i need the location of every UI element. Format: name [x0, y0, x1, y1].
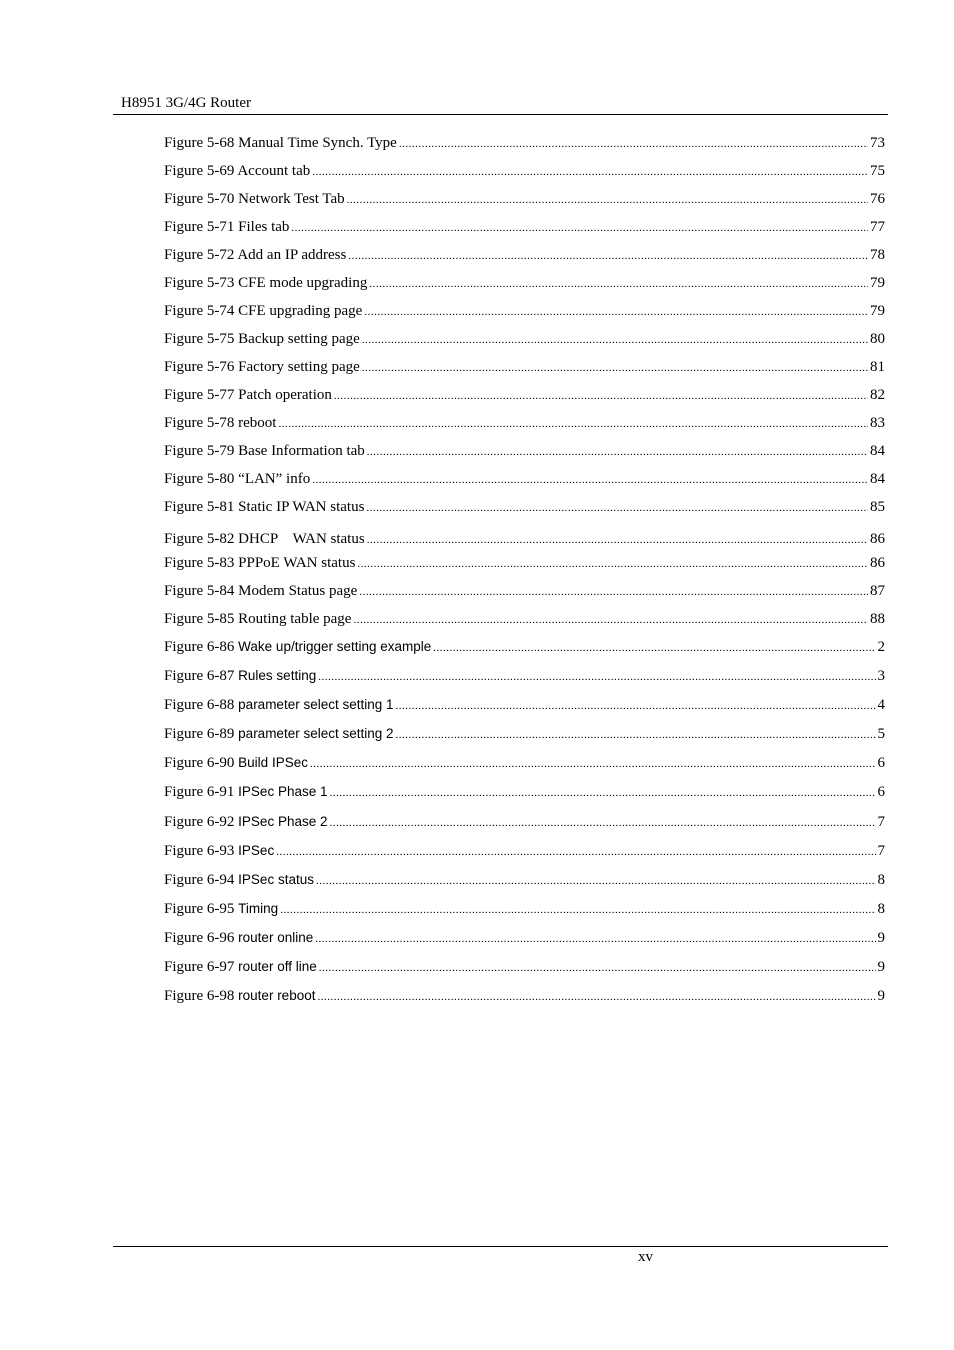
toc-leader	[318, 668, 875, 685]
toc-entry-page: 80	[870, 331, 885, 347]
toc-entry-page: 8	[877, 900, 885, 917]
toc-entry-page: 84	[870, 471, 885, 487]
toc-entry-prefix: Figure 6-86	[164, 639, 239, 655]
toc-entry[interactable]	[164, 872, 885, 901]
toc-leader	[367, 443, 868, 460]
footer-divider	[113, 1246, 888, 1247]
toc-leader	[369, 275, 868, 292]
toc-entry-prefix: Figure 6-97	[164, 959, 239, 976]
toc-entry-page: 3	[877, 668, 885, 685]
toc-leader	[334, 387, 868, 404]
toc-entry-label	[164, 988, 315, 1005]
toc-entry[interactable]	[164, 814, 885, 843]
toc-entry-page: 83	[870, 415, 885, 431]
toc-entry[interactable]	[164, 247, 885, 275]
toc-entry-page: 82	[870, 387, 885, 403]
toc-entry-label	[164, 930, 313, 947]
toc-entry-label	[164, 726, 394, 743]
toc-leader	[396, 697, 876, 714]
toc-leader	[310, 755, 876, 772]
toc-entry-page: 88	[870, 611, 885, 627]
toc-leader	[317, 988, 875, 1005]
header-divider	[113, 114, 888, 115]
toc-entry[interactable]	[164, 331, 885, 359]
toc-entry[interactable]	[164, 555, 885, 583]
toc-entry-label	[164, 784, 327, 801]
toc-entry-caption: IPSec	[238, 842, 275, 858]
toc-entry-page: 6	[877, 784, 885, 801]
toc-entry-page: 76	[870, 191, 885, 207]
toc-entry-page: 78	[870, 247, 885, 263]
toc-entry-caption: IPSec status	[238, 871, 314, 887]
list-of-figures	[164, 135, 885, 1017]
toc-entry-prefix: Figure 6-98	[164, 988, 239, 1005]
toc-leader	[433, 639, 875, 656]
toc-entry[interactable]	[164, 527, 885, 555]
toc-entry[interactable]	[164, 843, 885, 872]
toc-entry-page: 8	[877, 871, 885, 888]
toc-entry[interactable]	[164, 275, 885, 303]
toc-entry[interactable]	[164, 163, 885, 191]
toc-entry-label: Figure 5-77 Patch operation	[164, 387, 332, 403]
toc-entry[interactable]	[164, 135, 885, 163]
toc-entry-page: 86	[870, 555, 885, 571]
toc-entry-page: 79	[870, 275, 885, 291]
toc-entry-page: 9	[877, 959, 885, 976]
toc-entry[interactable]	[164, 755, 885, 784]
toc-entry[interactable]	[164, 668, 885, 697]
toc-entry[interactable]	[164, 415, 885, 443]
toc-leader	[329, 784, 875, 801]
toc-entry-caption: router off line	[238, 959, 317, 975]
toc-entry-page: 5	[877, 726, 885, 743]
toc-entry-label: Figure 5-72 Add an IP address	[164, 247, 347, 263]
toc-entry-label: Figure 5-71 Files tab	[164, 219, 290, 235]
toc-entry-label	[164, 755, 308, 772]
toc-leader	[348, 247, 868, 264]
toc-entry-label: Figure 5-75 Backup setting page	[164, 331, 360, 347]
toc-entry-caption: router reboot	[238, 988, 316, 1004]
toc-entry[interactable]	[164, 303, 885, 331]
toc-entry-label: Figure 5-84 Modem Status page	[164, 583, 358, 599]
toc-entry-caption: parameter select setting 1	[238, 697, 394, 713]
toc-entry[interactable]	[164, 359, 885, 387]
toc-entry-label	[164, 639, 431, 656]
toc-entry[interactable]	[164, 639, 885, 668]
toc-entry-page: 86	[870, 531, 885, 547]
toc-entry-label	[164, 872, 314, 889]
toc-entry-page: 81	[870, 359, 885, 375]
toc-leader	[399, 135, 868, 152]
toc-leader	[312, 471, 868, 488]
toc-leader	[280, 901, 875, 918]
toc-entry-page: 85	[870, 499, 885, 515]
toc-entry-prefix: Figure 6-95	[164, 900, 239, 917]
toc-entry-label: Figure 5-68 Manual Time Synch. Type	[164, 135, 397, 151]
toc-entry-label: Figure 5-74 CFE upgrading page	[164, 303, 363, 319]
toc-entry-label	[164, 843, 274, 860]
toc-entry-prefix: Figure 6-88	[164, 697, 239, 714]
toc-entry-caption: Timing	[238, 900, 279, 916]
toc-leader	[364, 303, 868, 320]
toc-entry-label: Figure 5-81 Static IP WAN status	[164, 499, 365, 515]
toc-entry-label: Figure 5-76 Factory setting page	[164, 359, 360, 375]
toc-leader	[357, 555, 868, 572]
toc-leader	[312, 163, 868, 180]
toc-leader	[291, 219, 868, 236]
toc-entry[interactable]	[164, 471, 885, 499]
toc-leader	[316, 872, 876, 889]
toc-entry-label	[164, 814, 327, 831]
toc-entry-page: 7	[877, 813, 885, 830]
toc-entry-page: 79	[870, 303, 885, 319]
toc-entry-label: Figure 5-79 Base Information tab	[164, 443, 365, 459]
toc-entry[interactable]	[164, 611, 885, 639]
toc-entry-page: 9	[877, 988, 885, 1005]
toc-entry-label: Figure 5-78 reboot	[164, 415, 277, 431]
toc-entry-label: Figure 5-69 Account tab	[164, 163, 311, 179]
toc-entry-page: 4	[877, 697, 885, 714]
toc-entry-caption: IPSec Phase 1	[238, 784, 328, 800]
document-title: H8951 3G/4G Router	[121, 95, 251, 111]
toc-leader	[315, 930, 875, 947]
toc-leader	[396, 726, 876, 743]
toc-entry-prefix: Figure 6-87	[164, 668, 239, 685]
toc-entry-label: Figure 5-85 Routing table page	[164, 611, 352, 627]
toc-leader	[367, 531, 868, 548]
toc-entry-prefix: Figure 6-94	[164, 871, 239, 888]
toc-entry[interactable]	[164, 726, 885, 755]
toc-entry-label: Figure 5-80 “LAN” info	[164, 471, 311, 487]
toc-entry-label: Figure 5-83 PPPoE WAN status	[164, 555, 356, 571]
toc-entry-label: Figure 5-82 DHCP WAN status	[164, 531, 365, 547]
toc-entry[interactable]	[164, 219, 885, 247]
toc-entry-caption: Build IPSec	[238, 755, 308, 771]
toc-entry-label: Figure 5-73 CFE mode upgrading	[164, 275, 368, 291]
toc-entry[interactable]	[164, 697, 885, 726]
toc-entry[interactable]	[164, 191, 885, 219]
toc-entry-label	[164, 668, 316, 685]
page-number: xv	[638, 1249, 653, 1265]
toc-entry[interactable]	[164, 583, 885, 611]
toc-leader	[276, 843, 875, 860]
toc-entry[interactable]	[164, 499, 885, 527]
toc-entry[interactable]	[164, 443, 885, 471]
toc-entry-label	[164, 697, 394, 714]
toc-leader	[366, 499, 868, 516]
toc-entry-caption: IPSec Phase 2	[238, 813, 328, 829]
toc-entry[interactable]	[164, 959, 885, 988]
toc-entry-prefix: Figure 6-90	[164, 755, 239, 772]
toc-entry-prefix: Figure 6-93	[164, 842, 239, 859]
toc-leader	[347, 191, 868, 208]
toc-entry-caption: parameter select setting 2	[238, 726, 394, 742]
toc-entry-prefix: Figure 6-92	[164, 813, 239, 830]
toc-leader	[362, 331, 868, 348]
toc-entry-prefix: Figure 6-89	[164, 726, 239, 743]
toc-entry[interactable]	[164, 784, 885, 813]
toc-entry-page: 75	[870, 163, 885, 179]
toc-entry-label: Figure 5-70 Network Test Tab	[164, 191, 345, 207]
toc-leader	[278, 415, 868, 432]
toc-leader	[319, 959, 876, 976]
toc-leader	[359, 583, 868, 600]
toc-entry[interactable]	[164, 901, 885, 930]
toc-entry[interactable]	[164, 988, 885, 1017]
toc-entry-page: 73	[870, 135, 885, 151]
toc-entry-caption: router online	[238, 929, 314, 945]
toc-entry[interactable]	[164, 387, 885, 415]
toc-entry-prefix: Figure 6-91	[164, 784, 239, 801]
toc-entry-page: 2	[877, 639, 885, 655]
toc-entry[interactable]	[164, 930, 885, 959]
toc-entry-caption: Wake up/trigger setting example	[238, 639, 432, 654]
toc-leader	[353, 611, 868, 628]
toc-entry-label	[164, 901, 278, 918]
toc-leader	[329, 814, 875, 831]
toc-entry-label	[164, 959, 317, 976]
toc-leader	[362, 359, 868, 376]
toc-entry-page: 9	[877, 929, 885, 946]
toc-entry-caption: Rules setting	[238, 668, 317, 684]
toc-entry-page: 77	[870, 219, 885, 235]
toc-entry-prefix: Figure 6-96	[164, 929, 239, 946]
toc-entry-page: 6	[877, 755, 885, 772]
toc-entry-page: 84	[870, 443, 885, 459]
toc-entry-page: 7	[877, 842, 885, 859]
toc-entry-page: 87	[870, 583, 885, 599]
